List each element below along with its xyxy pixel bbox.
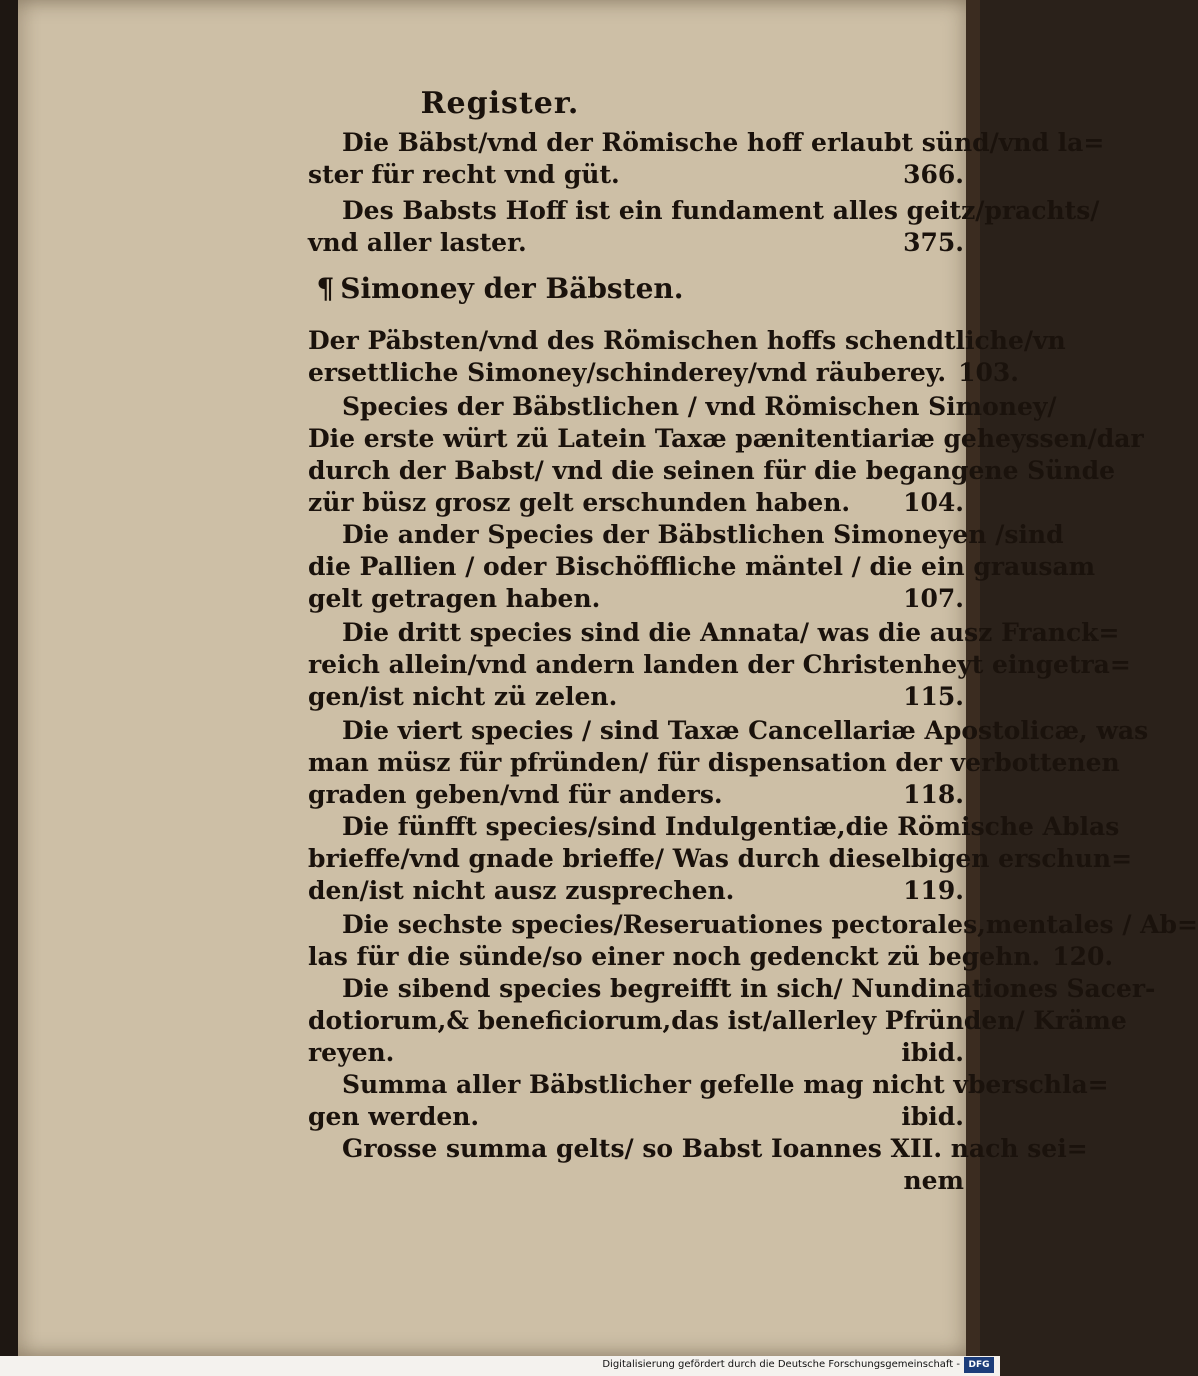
pilcrow-icon: ¶ [316,272,335,305]
register-line [308,128,1105,157]
line-text: Der Päbsten/vnd des Römischen hoffs schendtliche/vn [308,326,1066,355]
line-text: nem [903,1166,964,1195]
section-heading-text: Simoney der Bäbsten. [340,272,684,305]
line-text: dotiorum,& beneficiorum,das ist/allerley Pfründen/ Kräme [308,1006,1127,1035]
line-text: zür büsz grosz gelt erschunden haben. [308,488,851,517]
register-line [308,650,1131,679]
page-reference: 118. [903,780,964,809]
page-reference: 103. [958,358,1019,387]
funding-credit: Digitalisierung gefördert durch die Deutsche Forschungsgemeinschaft - [602,1359,960,1370]
register-line [308,326,1066,355]
page-reference: 115. [903,682,964,711]
register-line [308,812,1120,841]
register-line [308,1006,1127,1035]
line-text: reich allein/vnd andern landen der Christenheyt eingetra= [308,650,1131,679]
register-line [308,1134,1088,1163]
page-reference: ibid. [901,1038,964,1067]
register-line [308,520,1064,549]
page-reference: 107. [903,584,964,613]
dfg-logo: DFG [964,1357,994,1373]
catchword [308,1166,964,1195]
page-reference: 120. [1052,942,1114,971]
line-text: Species der Bäbstlichen / vnd Römischen Simoney/ [342,392,1057,421]
register-line [308,228,964,257]
line-text: reyen. [308,1038,395,1067]
page-reference: 366. [903,160,964,189]
register-line [308,424,1144,453]
register-line [308,942,1114,971]
page-reference: 119. [903,876,964,905]
line-text: gen/ist nicht zü zelen. [308,682,618,711]
line-text: Die viert species / sind Taxæ Cancellariæ Apostolicæ, was [342,716,1149,745]
line-text: ster für recht vnd güt. [308,160,620,189]
register-line [308,618,1120,647]
line-text: den/ist nicht ausz zusprechen. [308,876,735,905]
register-line [308,392,1057,421]
register-line [308,682,964,711]
line-text: Die erste würt zü Latein Taxæ pænitentiariæ geheyssen/dar [308,424,1144,453]
register-line [308,780,964,809]
line-text: Die dritt species sind die Annata/ was die ausz Franck= [342,618,1120,647]
register-line [308,488,964,517]
line-text: Die sechste species/Reseruationes pectorales,mentales / Ab= [342,910,1198,939]
line-text: die Pallien / oder Bischöffliche mäntel / die ein grausam [308,552,1096,581]
line-text: Des Babsts Hoff ist ein fundament alles geitz/prachts/ [342,196,1100,225]
line-text: graden geben/vnd für anders. [308,780,723,809]
register-line [308,748,1120,777]
line-text: las für die sünde/so einer noch gedenckt zü begehn. [308,942,1041,971]
section-heading [0,272,1000,305]
register-line [308,456,1115,485]
line-text: Summa aller Bäbstlicher gefelle mag nicht vberschla= [342,1070,1109,1099]
register-line [308,160,964,189]
register-line [308,974,1156,1003]
page-reference: ibid. [901,1102,964,1131]
left-gutter [0,0,18,1356]
register-line [308,844,1133,873]
register-line [308,910,1198,939]
running-head: Register. [420,86,580,121]
line-text: Die ander Species der Bäbstlichen Simoneyen /sind [342,520,1064,549]
line-text: ersettliche Simoney/schinderey/vnd räuberey. [308,358,947,387]
register-line [308,552,1096,581]
register-line [308,196,1100,225]
register-line [308,1102,964,1131]
page-reference: 104. [903,488,964,517]
line-text: vnd aller laster. [308,228,527,257]
line-text: Die sibend species begreifft in sich/ Nundinationes Sacer- [342,974,1156,1003]
register-line [308,358,1019,387]
line-text: Die Bäbst/vnd der Römische hoff erlaubt sünd/vnd la= [342,128,1105,157]
line-text: man müsz für pfründen/ für dispensation der verbottenen [308,748,1120,777]
page-reference: 375. [903,228,964,257]
register-line [308,1070,1109,1099]
line-text: Die fünfft species/sind Indulgentiæ,die Römische Ablas [342,812,1120,841]
register-line [308,876,964,905]
register-line [308,1038,964,1067]
register-line [308,584,964,613]
line-text: brieffe/vnd gnade brieffe/ Was durch dieselbigen erschun= [308,844,1133,873]
line-text: gen werden. [308,1102,480,1131]
line-text: durch der Babst/ vnd die seinen für die begangene Sünde [308,456,1115,485]
register-line [308,716,1149,745]
line-text: gelt getragen haben. [308,584,601,613]
line-text: Grosse summa gelts/ so Babst Ioannes XII. nach sei= [342,1134,1088,1163]
